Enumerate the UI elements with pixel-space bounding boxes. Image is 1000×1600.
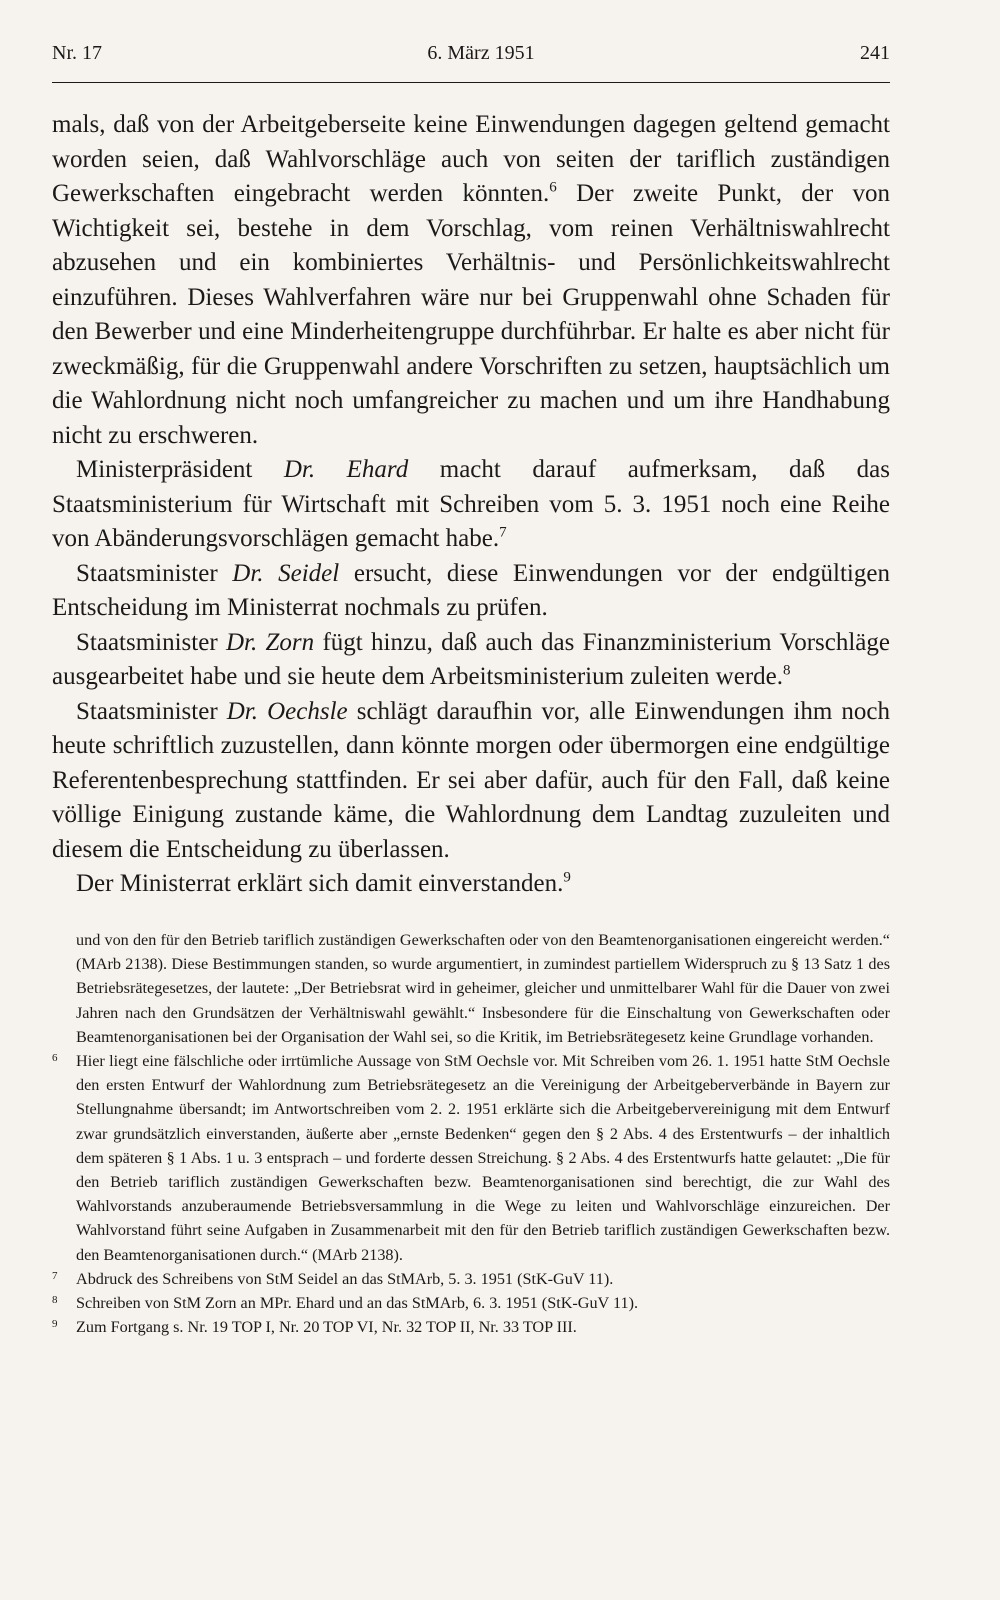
footnote-8 bbox=[52, 1291, 890, 1315]
footnote-9 bbox=[52, 1315, 890, 1339]
page-number: 241 bbox=[859, 42, 890, 64]
footnote-number: 6 bbox=[52, 1052, 58, 1065]
footnotes bbox=[52, 928, 890, 1339]
footnote-ref-9: 9 bbox=[563, 869, 571, 886]
speaker-name: Dr. Oechsle bbox=[226, 697, 348, 725]
paragraph-4 bbox=[52, 626, 890, 695]
header-date: 6. März 1951 bbox=[427, 42, 535, 64]
paragraph-6-text: Der Ministerrat erklärt sich damit einverstanden. bbox=[76, 870, 564, 897]
speaker-title: Staatsminister bbox=[76, 697, 227, 725]
footnote-text: Abdruck des Schreibens von StM Seidel an das StMArb, 5. 3. 1951 (StK-GuV 11). bbox=[76, 1269, 614, 1288]
footnote-ref-8: 8 bbox=[783, 662, 791, 679]
footnote-text: Hier liegt eine fälschliche oder irrtümliche Aussage von StM Oechsle vor. Mit Schreiben vom 26. 1. 1951 hatte StM Oechsle den ersten Entwurf der Wahlordnung zum Betriebsrätegesetz an die Vereinigung der Arbeitgeberverbände in Bayern zur Stellungnahme übersandt; im Antwortschreiben vom 2. 2. 1951 erklärte sich die Arbeitgebervereinigung mit dem Entwurf zwar grundsätzlich einverstanden, äußerte aber „ernste Bedenken“ gegen den § 2 Abs. 4 des Erstentwurfs – der inhaltlich dem späteren § 1 Abs. 1 u. 3 entsprach – und forderte dessen Streichung. § 2 Abs. 4 des Erstentwurfs hatte gelautet: „Die für den Betrieb tariflich zuständigen Gewerkschaften bezw. Beamtenorganisationen sind berechtigt, die zur Wahl des Wahlvorstands anzuberaumende Betriebsversammlung in die Wege zu leiten und Wahlvorschläge einzureichen. Der Wahlvorstand führt seine Aufgaben in Zusammenarbeit mit den für den Betrieb tariflich zuständigen Gewerkschaften bezw. den Beamtenorganisationen durch.“ (MArb 2138). bbox=[76, 1052, 890, 1264]
speaker-title: Ministerpräsident bbox=[76, 456, 284, 483]
footnote-text: Zum Fortgang s. Nr. 19 TOP I, Nr. 20 TOP VI, Nr. 32 TOP II, Nr. 33 TOP III. bbox=[76, 1318, 577, 1337]
footnote-continuation: und von den für den Betrieb tariflich zuständigen Gewerkschaften oder von den Beamtenorganisationen eingereicht werden.“ (MArb 2138). Diese Bestimmungen standen, so wurde argumentiert, in zumindest partiellem Widerspruch zu § 13 Satz 1 des Betriebsrätegesetzes, der lautete: „Der Betriebsrat wird in geheimer, gleicher und unmittelbarer Wahl für die Dauer von zwei Jahren nach den Grundsätzen der Verhältniswahl gewählt.“ Insbesondere für die Einschaltung von Gewerkschaften oder Beamtenorganisationen bei der Organisation der Wahl sei, so die Kritik, im Betriebsrätegesetz keine Grundlage vorhanden. bbox=[76, 931, 890, 1046]
speaker-name: Dr. Zorn bbox=[225, 628, 315, 656]
paragraph-1-text-cont: Der zweite Punkt, der von Wichtigkeit sei, bestehe in dem Vorschlag, vom reinen Verhältniswahlrecht abzusehen und ein kombiniertes Verhältnis- und Persönlichkeitswahlrecht einzuführen. Dieses Wahlverfahren wäre nur bei Gruppenwahl ohne Schaden für den Bewerber und eine Minderheitengruppe durchführbar. Er halte es aber nicht für zweckmäßig, für die Gruppenwahl andere Vorschriften zu setzen, hauptsächlich um die Wahlordnung nicht noch umfangreicher zu machen und um ihre Handhabung nicht zu erschweren. bbox=[52, 180, 890, 449]
paragraph-2-text: macht darauf aufmerksam, daß das Staatsministerium für Wirtschaft mit Schreiben vom 5. 3. 1951 noch eine Reihe von Abänderungsvorschlägen gemacht habe. bbox=[52, 456, 890, 552]
running-header bbox=[52, 42, 890, 65]
paragraph-6 bbox=[52, 867, 890, 902]
paragraph-5 bbox=[52, 695, 890, 868]
speaker-title: Staatsminister bbox=[76, 628, 226, 656]
main-text bbox=[52, 108, 890, 902]
footnote-number: 9 bbox=[52, 1318, 58, 1331]
speaker-title: Staatsminister bbox=[76, 559, 233, 587]
speaker-name: Dr. Seidel bbox=[232, 559, 340, 587]
paragraph-1 bbox=[52, 108, 890, 453]
footnote-7 bbox=[52, 1267, 890, 1291]
paragraph-5-text: schlägt daraufhin vor, alle Einwendungen ihm noch heute schriftlich zuzustellen, dann könnte morgen oder übermorgen eine endgültige Referentenbesprechung stattfinden. Er sei aber dafür, auch für den Fall, daß keine völlige Einigung zustande käme, die Wahlordnung dem Landtag zuzuleiten und diesem die Entscheidung zu überlassen. bbox=[52, 697, 890, 863]
footnote-ref-6: 6 bbox=[549, 179, 557, 196]
footnote-ref-7: 7 bbox=[499, 524, 507, 541]
header-rule bbox=[52, 82, 890, 83]
paragraph-3-text: ersucht, diese Einwendungen vor der endgültigen Entscheidung im Ministerrat nochmals zu prüfen. bbox=[52, 559, 890, 621]
document-number: Nr. 17 bbox=[52, 42, 102, 64]
paragraph-2 bbox=[52, 453, 890, 557]
footnote-6 bbox=[52, 1049, 890, 1267]
paragraph-4-text: fügt hinzu, daß auch das Finanzministerium Vorschläge ausgearbeitet habe und sie heute dem Arbeitsministerium zuleiten werde. bbox=[52, 628, 890, 690]
paragraph-3 bbox=[52, 557, 890, 626]
paragraph-1-text: mals, daß von der Arbeitgeberseite keine Einwendungen dagegen geltend gemacht worden seien, daß Wahlvorschläge auch von seiten der tariflich zuständigen Gewerkschaften eingebracht werden könnten. bbox=[52, 111, 890, 207]
footnote-text: Schreiben von StM Zorn an MPr. Ehard und an das StMArb, 6. 3. 1951 (StK-GuV 11). bbox=[76, 1294, 639, 1313]
footnote-number: 8 bbox=[52, 1294, 58, 1307]
footnote-number: 7 bbox=[52, 1269, 58, 1282]
speaker-name: Dr. Ehard bbox=[283, 456, 409, 483]
